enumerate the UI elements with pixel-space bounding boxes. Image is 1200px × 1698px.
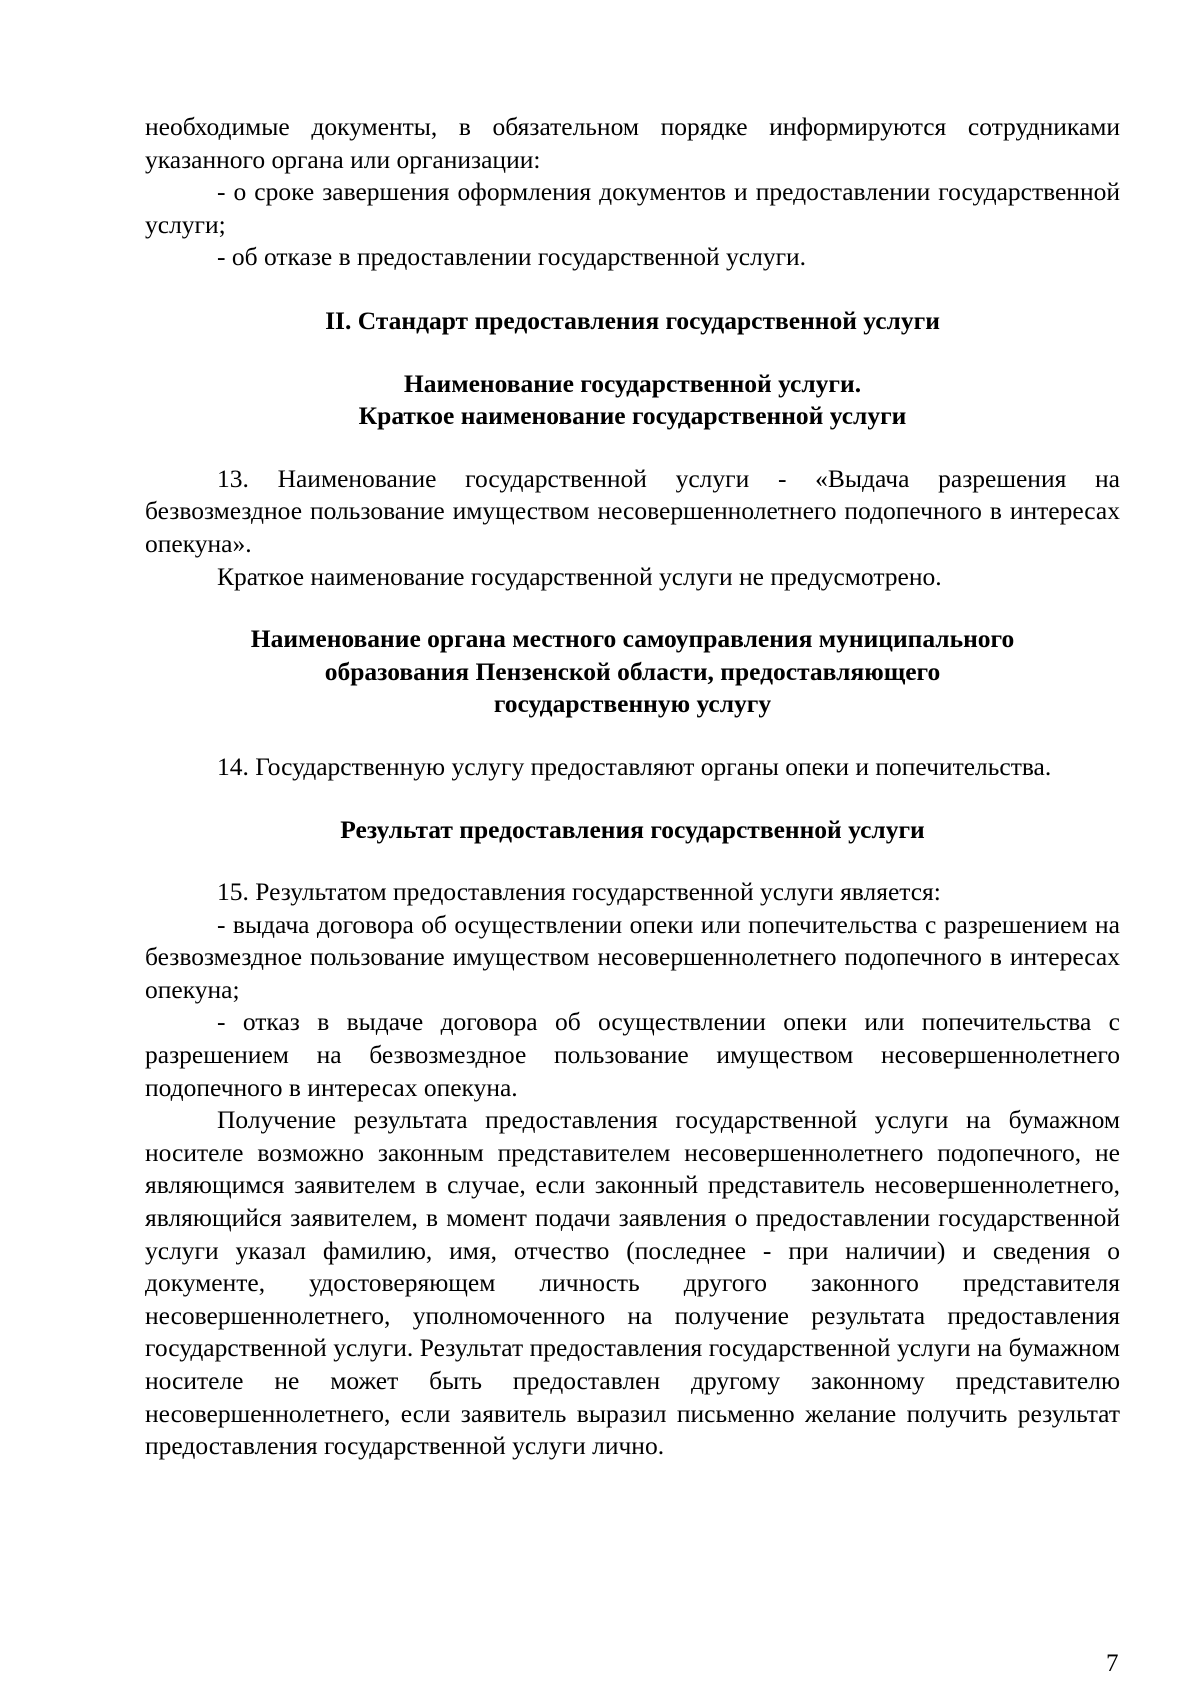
paragraph-15-item-1: - выдача договора об осуществлении опеки или попечительства с разрешением на безвозмездное пользование имуществом несовершеннолетнего подопечного в интересах опекуна;: [145, 909, 1120, 1004]
paragraph-15-item-2: - отказ в выдаче договора об осуществлении опеки или попечительства с разрешением на безвозмездное пользование имуществом несовершеннолетнего подопечного в интересах опекуна.: [145, 1007, 1120, 1102]
heading-authority: [145, 623, 1120, 721]
paragraph-14: 14. Государственную услугу предоставляют органы опеки и попечительства.: [217, 751, 1052, 781]
heading-service-name: [145, 368, 1120, 433]
page-number: 7: [1106, 1650, 1119, 1677]
heading-authority-line-3: государственную услугу: [493, 689, 772, 719]
paragraph-15-receipt: Получение результата предоставления государственной услуги на бумажном носителе возможно законным представителем несовершеннолетнего подопечного, не являющимся заявителем в случае, если законный представитель несовершеннолетнего, являющийся заявителем, в момент подачи заявления о предоставлении государственной услуги указал фамилию, имя, отчество (последнее - при наличии) и сведения о документе, удостоверяющем личность другого законного представителя несовершеннолетнего, уполномоченного на получение результата предоставления государственной услуги. Результат предоставления государственной услуги на бумажном носителе не может быть предоставлен другому законному представителю несовершеннолетнего, если заявитель выразил письменно желание получить результат предоставления государственной услуги лично.: [145, 1105, 1120, 1461]
paragraph-13-short-name: Краткое наименование государственной услуги не предусмотрено.: [217, 561, 942, 591]
paragraph-intro-item-1: - о сроке завершения оформления документов и предоставлении государственной услуги;: [145, 177, 1120, 239]
paragraph-intro: необходимые документы, в обязательном порядке информируются сотрудниками указанного органа или организации:: [145, 112, 1120, 174]
heading-service-name-line-2: Краткое наименование государственной услуги: [358, 401, 907, 431]
heading-result: Результат предоставления государственной услуги: [340, 814, 925, 844]
heading-authority-line-2: образования Пензенской области, предоставляющего: [324, 656, 941, 686]
paragraph-15: 15. Результатом предоставления государственной услуги является:: [217, 877, 941, 907]
paragraph-intro-item-2: - об отказе в предоставлении государственной услуги.: [217, 242, 807, 272]
document-page: [145, 111, 1120, 1463]
heading-authority-line-1: Наименование органа местного самоуправления муниципального: [250, 624, 1015, 654]
section-title: II. Стандарт предоставления государственной услуги: [325, 305, 940, 335]
heading-service-name-line-1: Наименование государственной услуги.: [403, 368, 862, 398]
paragraph-13: 13. Наименование государственной услуги - «Выдача разрешения на безвозмездное пользование имуществом несовершеннолетнего подопечного в интересах опекуна».: [145, 463, 1120, 558]
